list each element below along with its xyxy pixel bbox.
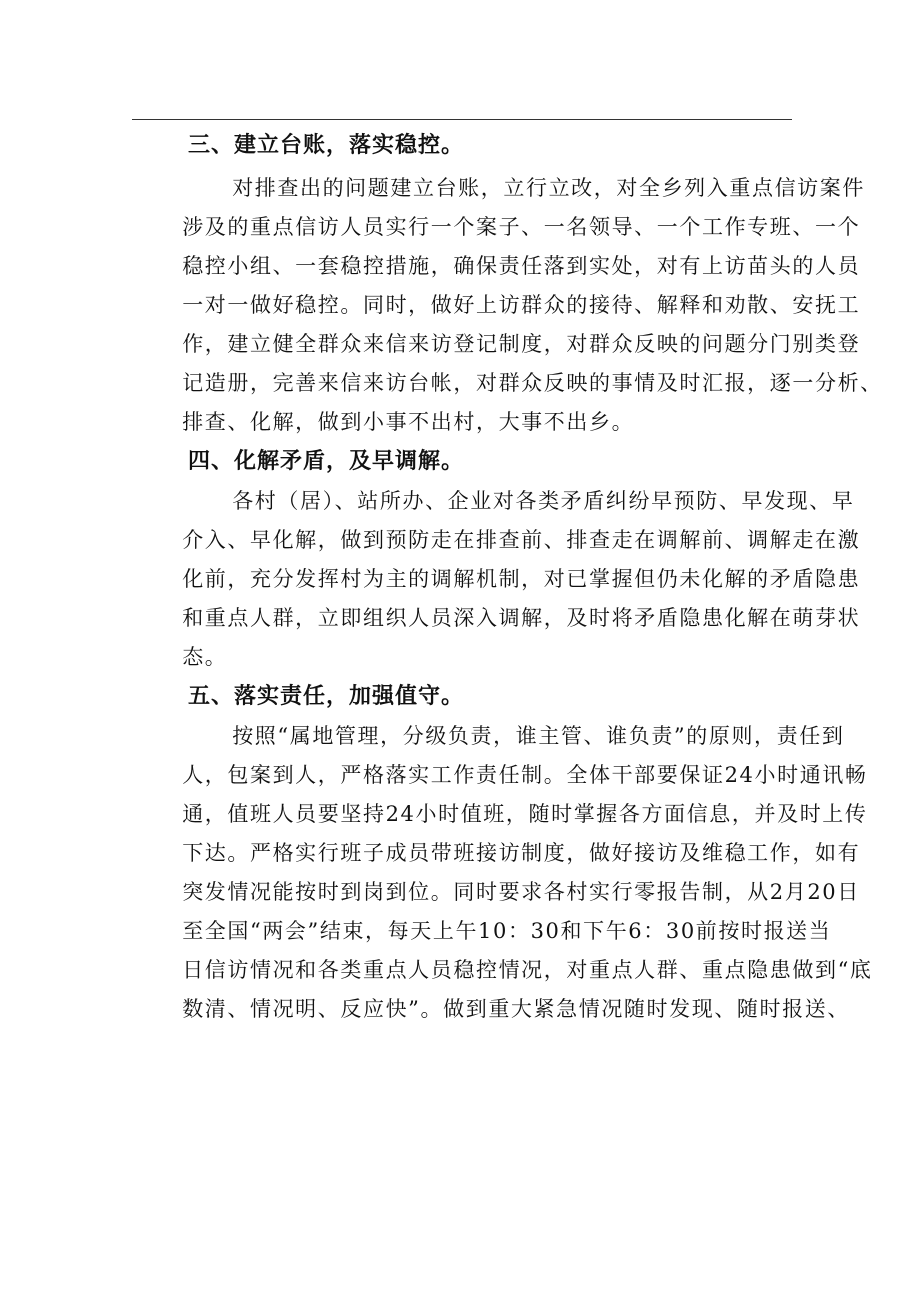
paragraph-line: 作，建立健全群众来信来访登记制度，对群众反映的问题分门别类登 — [182, 332, 861, 356]
paragraph-line: 化前，充分发挥村为主的调解机制，对已掌握但仍未化解的矛盾隐患 — [182, 567, 861, 591]
paragraph-line: 涉及的重点信访人员实行一个案子、一名领导、一个工作专班、一个 — [182, 215, 861, 239]
header-rule — [132, 119, 792, 120]
paragraph-line: 数清、情况明、反应快”。做到重大紧急情况随时发现、随时报送、 — [182, 997, 850, 1021]
paragraph-line: 排查、化解，做到小事不出村，大事不出乡。 — [182, 410, 635, 434]
paragraph-line: 对排查出的问题建立台账，立行立改，对全乡列入重点信访案件 — [232, 176, 865, 200]
section-5 — [136, 677, 873, 1029]
paragraph-line: 按照“属地管理，分级负责，谁主管、谁负责”的原则，责任到 — [232, 724, 845, 748]
section-heading: 五、落实责任，加强值守。 — [188, 684, 465, 709]
section-4 — [136, 442, 861, 677]
paragraph-line: 记造册，完善来信来访台帐，对群众反映的事情及时汇报，逐一分析、 — [182, 371, 883, 395]
section-paragraph — [136, 169, 883, 442]
paragraph-line: 各村（居）、站所办、企业对各类矛盾纠纷早预防、早发现、早 — [232, 489, 855, 513]
section-paragraph — [136, 482, 861, 677]
paragraph-line: 稳控小组、一套稳控措施，确保责任落到实处，对有上访苗头的人员 — [182, 254, 861, 278]
paragraph-line: 一对一做好稳控。同时，做好上访群众的接待、解释和劝散、安抚工 — [182, 293, 861, 317]
paragraph-line: 介入、早化解，做到预防走在排查前、排查走在调解前、调解走在激 — [182, 528, 861, 552]
paragraph-line: 日信访情况和各类重点人员稳控情况，对重点人群、重点隐患做到“底 — [182, 958, 873, 982]
section-3 — [136, 126, 883, 442]
paragraph-line: 态。 — [182, 645, 228, 669]
paragraph-line: 和重点人群，立即组织人员深入调解，及时将矛盾隐患化解在萌芽状 — [182, 606, 861, 630]
section-heading: 四、化解矛盾，及早调解。 — [188, 449, 465, 474]
paragraph-line: 至全国“两会”结束，每天上午10：30和下午6：30前按时报送当 — [182, 919, 832, 943]
paragraph-line: 通，值班人员要坚持24小时值班，随时掌握各方面信息，并及时上传 — [182, 802, 868, 826]
paragraph-line: 下达。严格实行班子成员带班接访制度，做好接访及维稳工作，如有 — [182, 841, 861, 865]
document-body — [136, 126, 883, 1029]
section-heading: 三、建立台账，落实稳控。 — [188, 133, 465, 158]
paragraph-line: 突发情况能按时到岗到位。同时要求各村实行零报告制，从2月20日 — [182, 880, 860, 904]
section-paragraph — [136, 717, 873, 1029]
paragraph-line: 人，包案到人，严格落实工作责任制。全体干部要保证24小时通讯畅 — [182, 763, 868, 787]
